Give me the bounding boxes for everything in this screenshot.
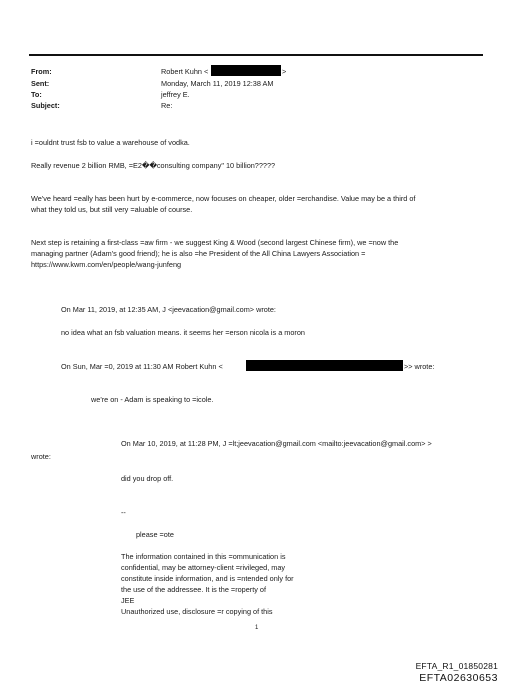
sent-label: Sent:	[31, 79, 50, 88]
footer-code-2: EFTA02630653	[419, 672, 498, 684]
body-paragraph-4-line-2: managing partner (Adam's good friend); he is also =he President of the All China Lawyers Association =	[31, 249, 366, 258]
body-paragraph-3-line-1: We've heard =eally has been hurt by e-commerce, now focuses on cheaper, older =erchandise. Value may be a third of	[31, 194, 416, 203]
disclaimer-line-3: constitute inside information, and is =ntended only for	[121, 574, 294, 583]
to-label: To:	[31, 90, 42, 99]
redaction-box	[246, 360, 403, 371]
from-value: Robert Kuhn <	[161, 67, 209, 76]
subject-label: Subject:	[31, 101, 60, 110]
body-paragraph-3-line-2: what they told us, but still very =aluable of course.	[31, 205, 193, 214]
from-label: From:	[31, 67, 52, 76]
quote-3-header: On Mar 10, 2019, at 11:28 PM, J =lt;jeevacation@gmail.com <mailto:jeevacation@gmail.com> >	[121, 439, 432, 448]
quote-3-wrote: wrote:	[31, 452, 51, 461]
from-close: >	[282, 67, 287, 76]
quote-1-text: no idea what an fsb valuation means. it seems her =erson nicola is a moron	[61, 328, 305, 337]
header-rule	[29, 54, 483, 56]
footer-code-1: EFTA_R1_01850281	[415, 661, 498, 671]
quote-2-header-end: >> wrote:	[404, 362, 435, 371]
page-number: 1	[255, 625, 259, 631]
please-note: please =ote	[136, 530, 174, 539]
subject-value: Re:	[161, 101, 173, 110]
quote-1-header: On Mar 11, 2019, at 12:35 AM, J <jeevacation@gmail.com> wrote:	[61, 305, 276, 314]
disclaimer-line-1: The information contained in this =ommunication is	[121, 552, 286, 561]
redaction-box	[211, 65, 281, 76]
body-paragraph-2: Really revenue 2 billion RMB, =E2��consulting company" 10 billion?????	[31, 161, 276, 170]
disclaimer-line-4: the use of the addressee. It is the =roperty of	[121, 585, 267, 594]
body-link[interactable]: https://www.kwm.com/en/people/wang-junfeng	[31, 260, 182, 269]
quote-2-text: we're on - Adam is speaking to =icole.	[91, 395, 214, 404]
disclaimer-line-2: confidential, may be attorney-client =rivileged, may	[121, 563, 286, 572]
disclaimer-line-6: Unauthorized use, disclosure =r copying of this	[121, 607, 273, 616]
sent-value: Monday, March 11, 2019 12:38 AM	[161, 79, 274, 88]
quote-2-header: On Sun, Mar =0, 2019 at 11:30 AM Robert Kuhn <	[61, 362, 223, 371]
quote-3-text: did you drop off.	[121, 474, 174, 483]
body-paragraph-4-line-1: Next step is retaining a first-class =aw firm - we suggest King & Wood (second largest Chinese firm), we =now the	[31, 238, 399, 247]
to-value: jeffrey E.	[161, 90, 190, 99]
body-paragraph-1: i =ouldnt trust fsb to value a warehouse of vodka.	[31, 138, 190, 147]
signature-dashes: --	[121, 508, 126, 517]
disclaimer-line-5: JEE	[121, 596, 135, 605]
